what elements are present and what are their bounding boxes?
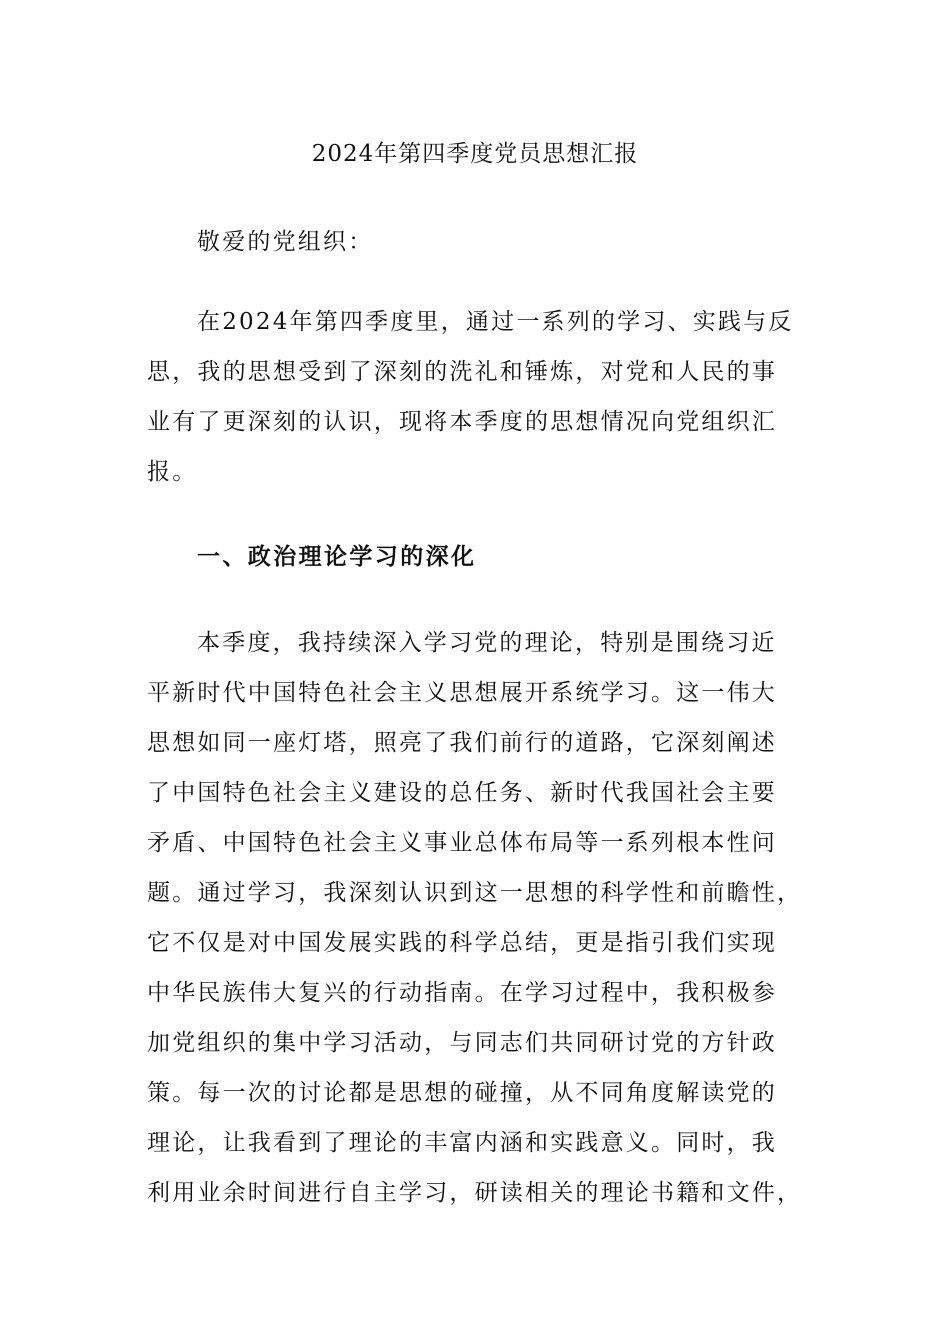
salutation: 敬爱的党组织： bbox=[197, 229, 374, 255]
body-line: 中华民族伟大复兴的行动指南。在学习过程中，我积极参 bbox=[147, 980, 777, 1006]
body-line: 它不仅是对中国发展实践的科学总结，更是指引我们实现 bbox=[147, 930, 777, 956]
body-line: 利用业余时间进行自主学习，研读相关的理论书籍和文件， bbox=[147, 1180, 803, 1206]
body-line: 理论，让我看到了理论的丰富内涵和实践意义。同时，我 bbox=[147, 1130, 777, 1156]
section-heading: 一、政治理论学习的深化 bbox=[197, 544, 477, 570]
body-line: 加党组织的集中学习活动，与同志们共同研讨党的方针政 bbox=[147, 1030, 777, 1056]
intro-line: 思，我的思想受到了深刻的洗礼和锤炼，对党和人民的事 bbox=[147, 359, 777, 385]
intro-line: 业有了更深刻的认识，现将本季度的思想情况向党组织汇 bbox=[147, 409, 777, 435]
body-line: 了中国特色社会主义建设的总任务、新时代我国社会主要 bbox=[147, 780, 777, 806]
body-line: 策。每一次的讨论都是思想的碰撞，从不同角度解读党的 bbox=[147, 1080, 777, 1106]
body-line: 平新时代中国特色社会主义思想展开系统学习。这一伟大 bbox=[147, 680, 777, 706]
body-line: 本季度，我持续深入学习党的理论，特别是围绕习近 bbox=[197, 630, 777, 656]
intro-line: 在2024年第四季度里，通过一系列的学习、实践与反 bbox=[197, 309, 794, 335]
body-line: 矛盾、中国特色社会主义事业总体布局等一系列根本性问 bbox=[147, 830, 777, 856]
document-title: 2024年第四季度党员思想汇报 bbox=[311, 141, 639, 167]
intro-line: 报。 bbox=[147, 459, 198, 485]
body-line: 思想如同一座灯塔，照亮了我们前行的道路，它深刻阐述 bbox=[147, 730, 777, 756]
body-line: 题。通过学习，我深刻认识到这一思想的科学性和前瞻性， bbox=[147, 880, 803, 906]
